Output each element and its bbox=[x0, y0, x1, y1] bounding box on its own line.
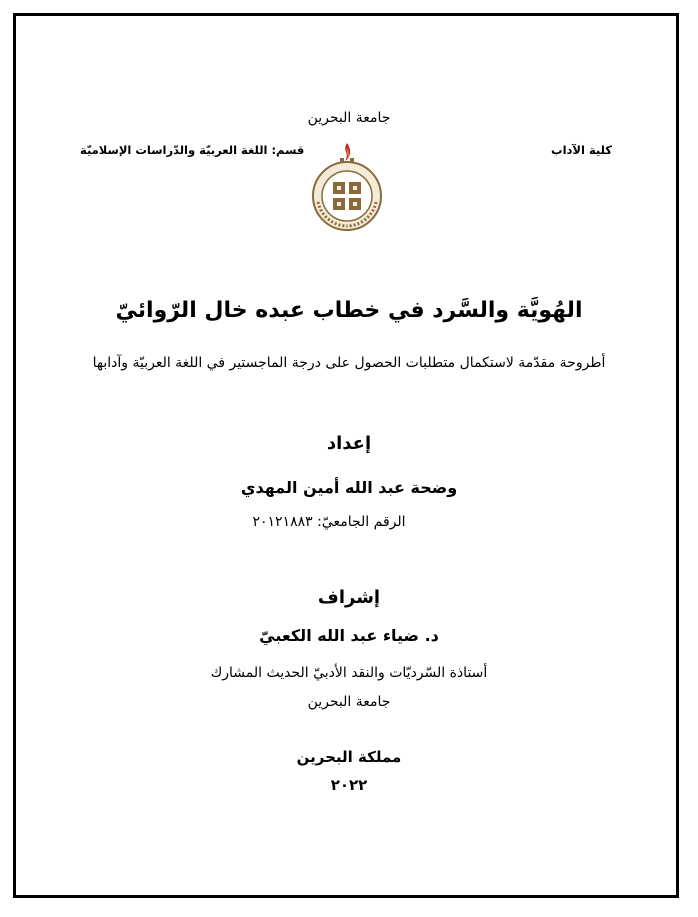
thesis-subtitle: أطروحة مقدّمة لاستكمال متطلبات الحصول على درجة الماجستير في اللغة العربيّة وآدابها bbox=[92, 355, 606, 371]
department-name: قسم: اللغة العربيّة والدّراسات الإسلاميّة bbox=[80, 143, 305, 157]
author-name: وضحة عبد الله أمين المهدي bbox=[240, 478, 458, 497]
supervisor-name: د. ضياء عبد الله الكعبيّ bbox=[259, 626, 439, 645]
college-name: كلية الآداب bbox=[551, 143, 612, 157]
prepared-by-label: إعداد bbox=[326, 433, 372, 454]
year: ٢٠٢٢ bbox=[330, 776, 368, 794]
student-id: الرقم الجامعيّ: ٢٠١٢١٨٨٣ bbox=[252, 514, 406, 530]
university-logo bbox=[306, 140, 388, 232]
supervisor-role: أستاذة السّرديّات والنقد الأدبيّ الحديث المشارك bbox=[210, 665, 488, 681]
thesis-title: الهُويَّة والسَّرد في خطاب عبده خال الرّوائيّ bbox=[115, 298, 583, 323]
country-name: مملكة البحرين bbox=[296, 748, 402, 766]
supervisor-university: جامعة البحرين bbox=[307, 694, 391, 710]
university-name: جامعة البحرين bbox=[307, 110, 391, 126]
supervision-label: إشراف bbox=[317, 587, 381, 608]
